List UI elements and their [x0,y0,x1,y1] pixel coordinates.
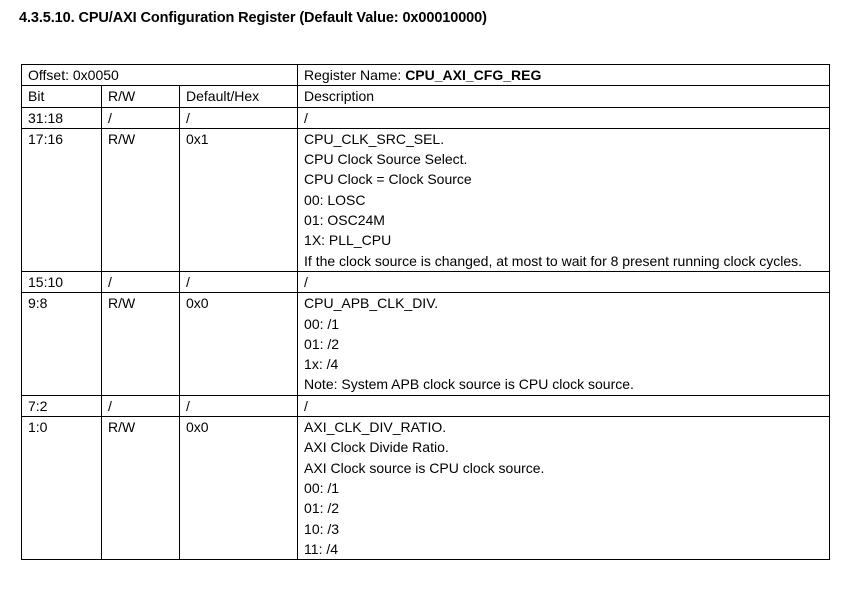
field-default: / [180,271,298,292]
column-header-rw: R/W [102,86,180,107]
register-offset: Offset: 0x0050 [22,65,298,86]
field-description [298,293,830,395]
section-heading: 4.3.5.10. CPU/AXI Configuration Register (Default Value: 0x00010000) [19,10,487,26]
description-line: 00: /1 [304,315,340,332]
description-line: / [304,273,308,290]
field-description [298,128,830,271]
field-rw: / [102,271,180,292]
description-line: CPU Clock Source Select. [304,151,468,168]
field-bit: 1:0 [22,417,102,560]
field-default: 0x0 [180,417,298,560]
description-line: CPU Clock = Clock Source [304,171,472,188]
register-header-row [22,65,830,86]
field-bit: 17:16 [22,128,102,271]
field-rw: R/W [102,293,180,395]
field-bit: 15:10 [22,271,102,292]
description-line: / [304,109,308,126]
description-line: 01: OSC24M [304,212,385,229]
field-bit: 31:18 [22,107,102,128]
field-description [298,107,830,128]
column-header-row [22,86,830,107]
field-default: / [180,395,298,416]
description-line: 11: /4 [304,540,339,557]
field-description [298,271,830,292]
description-line: If the clock source is changed, at most to wait for 8 present running clock cycles. [304,252,803,269]
register-table-body [22,65,830,560]
field-rw: R/W [102,128,180,271]
field-bit: 7:2 [22,395,102,416]
field-row [22,128,830,271]
description-line: 1x: /4 [304,356,339,373]
description-line: 1X: PLL_CPU [304,232,392,249]
register-table [21,64,830,560]
field-rw: / [102,107,180,128]
register-name-prefix: Register Name: [304,67,406,83]
description-line: 01: /2 [304,335,340,352]
field-default: / [180,107,298,128]
description-line: CPU_APB_CLK_DIV. [304,295,439,312]
description-line: 01: /2 [304,500,340,517]
description-line: 00: LOSC [304,191,366,208]
column-header-default: Default/Hex [180,86,298,107]
field-default: 0x1 [180,128,298,271]
description-line: / [304,397,308,414]
field-bit: 9:8 [22,293,102,395]
description-line: AXI Clock source is CPU clock source. [304,459,545,476]
column-header-description: Description [298,86,830,107]
field-row [22,395,830,416]
description-line: AXI Clock Divide Ratio. [304,439,449,456]
field-row [22,417,830,560]
description-line: CPU_CLK_SRC_SEL. [304,130,445,147]
field-description [298,417,830,560]
description-line: 00: /1 [304,479,340,496]
register-name-cell [298,65,830,86]
register-name: CPU_AXI_CFG_REG [405,67,542,83]
field-default: 0x0 [180,293,298,395]
field-rw: R/W [102,417,180,560]
field-description [298,395,830,416]
field-rw: / [102,395,180,416]
description-line: AXI_CLK_DIV_RATIO. [304,419,447,436]
field-row [22,107,830,128]
field-row [22,293,830,395]
description-line: 10: /3 [304,520,340,537]
description-line: Note: System APB clock source is CPU clock source. [304,376,634,393]
field-row [22,271,830,292]
column-header-bit: Bit [22,86,102,107]
